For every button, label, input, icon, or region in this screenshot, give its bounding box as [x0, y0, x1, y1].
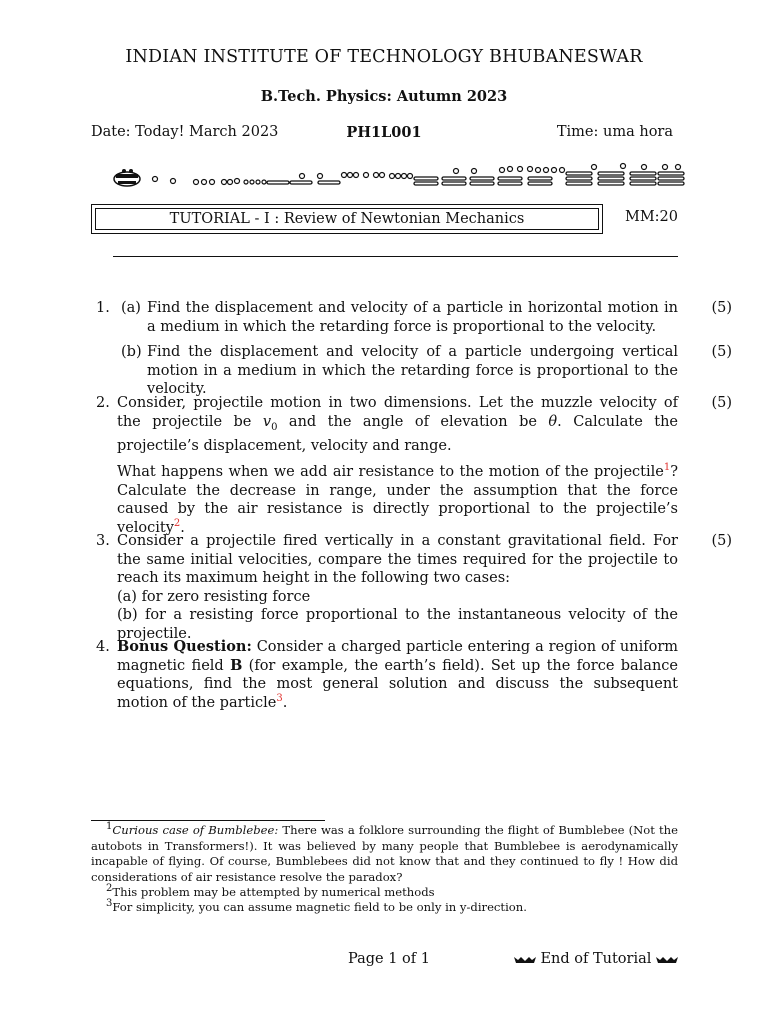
footnote-text: This problem may be attempted by numerical methods [112, 885, 435, 899]
question-3-body: Consider a projectile fired vertically in a constant gravitational field. For the same initial velocities, compare the times required for the projectile to reach its maximum height in the following two cases: [117, 533, 678, 586]
footnote-mark: 2 [106, 883, 113, 895]
exam-time: Time: uma hora [556, 124, 673, 140]
footnote-ref-1[interactable]: 1 [663, 462, 671, 474]
question-4-text [117, 638, 678, 712]
question-2-air-resistance-text [117, 463, 678, 537]
tutorial-title: TUTORIAL - I : Review of Newtonian Mechanics [95, 208, 599, 230]
symbol-v0 [263, 414, 271, 430]
symbol-B: B [230, 656, 243, 674]
bonus-label: Bonus Question: [117, 638, 252, 655]
footnote-ref-2[interactable]: 2 [173, 517, 181, 529]
footnote-mark: 1 [106, 821, 113, 833]
footnote-mark: 3 [106, 898, 113, 910]
text-segment: ? Calculate the decrease in range, under the assumption that the force caused by the air resistance is directly proportional to the projectile’s velocity [117, 464, 678, 536]
end-label: End of Tutorial [540, 951, 652, 967]
exam-date: Date: Today! March 2023 [91, 124, 279, 140]
subscript-0: 0 [271, 421, 278, 433]
footnote-ref-3[interactable]: 3 [276, 692, 283, 704]
text-segment: . [180, 519, 185, 536]
symbol-v: v [262, 413, 272, 430]
institute-name: INDIAN INSTITUTE OF TECHNOLOGY BHUBANESWAR [125, 47, 643, 67]
max-marks: MM:20 [624, 209, 678, 225]
bat-icon [656, 954, 678, 964]
end-of-tutorial [514, 951, 678, 967]
text-segment: and the angle of elevation be [277, 413, 549, 430]
question-number: 1. [96, 300, 110, 316]
question-3-case-b: (b) for a resisting force proportional to the instantaneous velocity of the projectile. [117, 607, 678, 642]
header-divider [113, 256, 678, 257]
footnote-title: Curious case of Bumblebee: [112, 823, 279, 837]
footnote-divider [91, 820, 325, 821]
question-number: 3. [96, 533, 110, 549]
question-marks: (5) [711, 300, 732, 316]
text-segment: (for example, the earth’s field). Set up the force balance equations, find the most general solution and discuss the subsequent motion of the particle [117, 657, 678, 711]
decorative-ornament [110, 160, 685, 190]
footnote-1 [91, 823, 678, 885]
symbol-theta: θ [548, 413, 558, 430]
course-code: PH1L001 [346, 124, 422, 141]
footnote-3 [106, 900, 678, 916]
page-number: Page 1 of 1 [348, 951, 430, 967]
question-marks: (5) [711, 533, 732, 549]
question-1b-text: Find the displacement and velocity of a particle undergoing vertical motion in a medium in which the retarding force is proportional to the velocity. [147, 344, 678, 397]
footnote-text: There was a folklore surrounding the flight of Bumblebee (Not the autobots in Transformers!). It was believed by many people that Bumblebee is aerodynamically incapable of flying. Of course, Bumblebees did not know that and they continued to fly ! How did considerations of air resistance resolve the paradox? [91, 823, 678, 884]
subquestion-label: (a) [121, 300, 141, 316]
question-number: 2. [96, 395, 110, 411]
question-marks: (5) [711, 395, 732, 411]
footnote-text: For simplicity, you can assume magnetic field to be only in y-direction. [112, 900, 527, 914]
footnote-2 [106, 885, 678, 901]
text-segment: Consider a charged particle entering a region of uniform magnetic field [117, 639, 679, 674]
tutorial-title-box [91, 204, 603, 234]
bat-icon [514, 954, 536, 964]
text-segment: . Calculate the projectile’s displacement, velocity and range. [117, 413, 678, 454]
question-marks: (5) [711, 344, 732, 360]
subquestion-label: (b) [121, 344, 142, 360]
text-segment: What happens when we add air resistance to the motion of the projectile [117, 464, 664, 480]
bee-emblem-icon [114, 169, 140, 186]
course-title: B.Tech. Physics: Autumn 2023 [260, 88, 508, 105]
question-number: 4. [96, 639, 110, 655]
text-segment: Consider, projectile motion in two dimensions. Let the muzzle velocity of the projectile be [117, 395, 678, 430]
question-3-text [117, 532, 678, 643]
text-segment: . [282, 694, 288, 711]
question-3-case-a: (a) for zero resisting force [117, 588, 311, 605]
question-1a-text: Find the displacement and velocity of a particle in horizontal motion in a medium in which the retarding force is proportional to the velocity. [147, 300, 678, 335]
question-2-text [117, 394, 678, 455]
